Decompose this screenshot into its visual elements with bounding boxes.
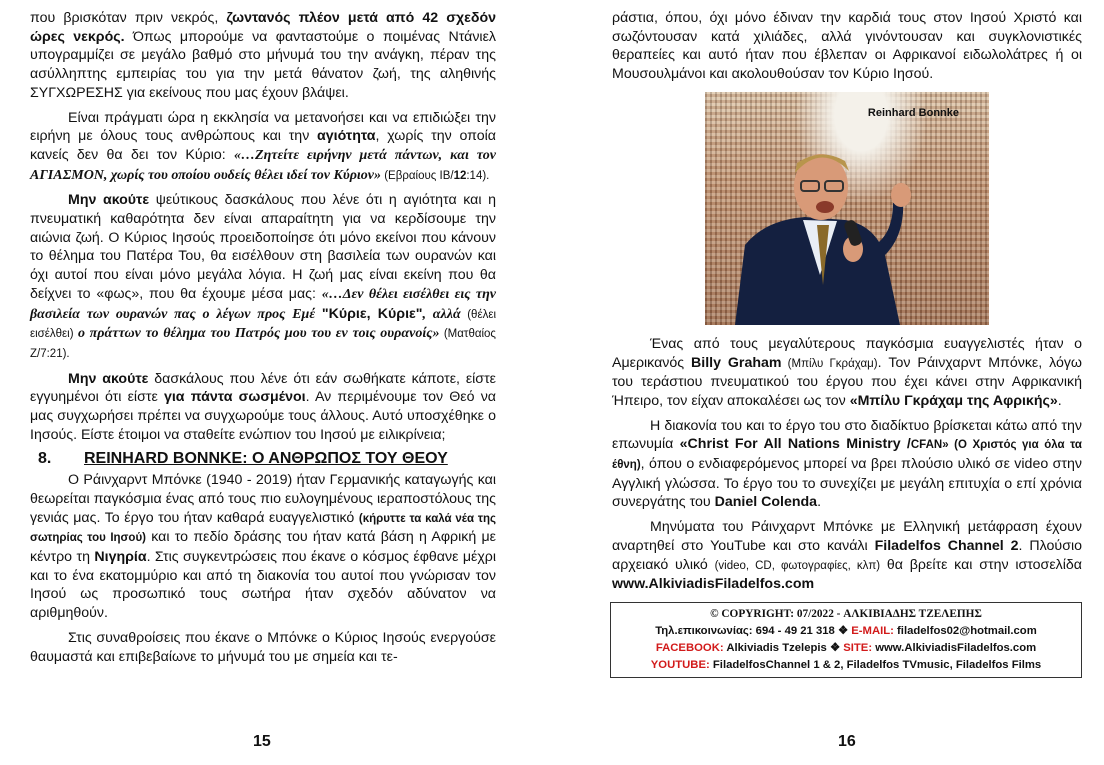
email-label: E-MAIL: <box>851 624 894 637</box>
right-text-column <box>612 9 1082 678</box>
section-heading <box>30 450 496 469</box>
bold-text: Μην ακούτε <box>68 370 149 387</box>
scripture-quote: ο πράττων το θέλημα του Πατρός μου του εν τοις ουρανοίς» <box>77 326 440 342</box>
scripture-quote: «…Δεν θέλει εισέλθει εις την βασιλεία των ουρανών πας ο λέγων προς Εμέ <box>30 286 497 322</box>
text: . Πλούσιο αρχειακό υλικό <box>612 537 1082 573</box>
text: . Τον Ράινχαρντ Μπόνκε, λόγω του τεράστιου πνευματικού του έργου που έχει κάνει στην Αφρικανική Ήπειρο, τον είχαν αποκαλέσει ως τον <box>612 354 1083 409</box>
contact-line <box>615 623 1077 640</box>
reference: :14). <box>466 169 490 182</box>
text: Η διακονία του και το έργο του στο διαδίκτυο βρίσκεται κάτω από την επωνυμία <box>612 417 1082 453</box>
text: . <box>1057 392 1062 409</box>
copyright-text: COPYRIGHT: 07/2022 - ΑΛΚΙΒΙΑΔΗΣ ΤΖΕΛΕΠΗΣ <box>718 607 982 620</box>
facebook-site-line <box>615 640 1077 657</box>
email-value[interactable]: filadelfos02@hotmail.com <box>893 624 1037 637</box>
text: θα βρείτε και στην ιστοσελίδα <box>880 556 1082 573</box>
bold-text: "Κύριε, Κύριε" <box>321 305 423 322</box>
text: . <box>817 494 822 511</box>
reference: 12 <box>453 169 467 182</box>
photo-caption: Reinhard Bonnke <box>867 106 959 119</box>
text: Ο Ράινχαρντ Μπόνκε (1940 - 2019) ήταν Γερμανικής καταγωγής και θεωρείται παγκόσμια ένας από τους πιο ευλογημένους ιεραποστόλους της γενιάς μας. Το έργο του ήταν καθαρά ευαγγελιστικό <box>30 472 496 526</box>
section-number: 8. <box>38 450 52 468</box>
site-value[interactable]: www.AlkiviadisFiladelfos.com <box>872 641 1037 654</box>
bold-text: » (Ο Χριστός για όλα τα έθνη) <box>612 439 1082 472</box>
bold-text: (κήρυττε τα καλά νέα της σωτηρίας του Ιησού) <box>30 512 496 545</box>
copyright-icon: © <box>710 607 719 620</box>
bold-text: Μην ακούτε <box>68 192 150 209</box>
bold-text: αγιότητα <box>317 128 376 145</box>
paragraph-2 <box>30 109 496 186</box>
copyright-box <box>610 602 1082 678</box>
section-title: REINHARD BONNKE: Ο ΑΝΘΡΩΠΟΣ ΤΟΥ ΘΕΟΥ <box>84 450 448 468</box>
right-page <box>552 0 1104 765</box>
youtube-value[interactable]: FiladelfosChannel 1 & 2, Filadelfos TVmusic, Filadelfos Films <box>709 658 1042 671</box>
reference: (Ματθαίος Ζ/7:21). <box>30 328 496 360</box>
bold-text: Νιγηρία <box>94 548 147 565</box>
bonnke-photo <box>705 92 989 325</box>
paragraph-2 <box>612 335 1082 411</box>
paragraph-1: ράστια, όπου, όχι μόνο έδιναν την καρδιά τους στον Ιησού Χριστό και σωζόντουσαν κατά χιλιάδες, αλλά γινόντουσαν και συγκλονιστικές θεραπείες και αυτό ήταν που έβλεπαν οι Αφρικανοί ειδωλολάτρες ή οι Μουσουλμάνοι και ακολουθούσαν τον Κύριο Ιησού. <box>612 10 1082 83</box>
scripture-quote: «…Ζητείτε ειρήνην μετά πάντων, και τον ΑΓΙΑΣΜΟΝ, χωρίς του οποίου ουδείς θέλει ιδεί τον Κύριον» <box>30 147 496 183</box>
text: και το πεδίο δράσης του ήταν κατά βάση η Αφρική με κέντρο τη <box>30 529 496 565</box>
bold-text: Filadelfos Channel 2 <box>874 537 1019 554</box>
reference: (Εβραίους ΙΒ/ <box>381 169 454 182</box>
text: Ένας από τους μεγαλύτερους παγκόσμια ευαγγελιστές ήταν ο Αμερικανός <box>612 335 1082 371</box>
page-number: 15 <box>253 733 271 750</box>
bold-text: Daniel Colenda <box>714 494 818 511</box>
bold-text: «Μπίλυ Γκράχαμ της Αφρικής» <box>849 392 1058 409</box>
text: , χωρίς την οποία κανείς δεν θα δει τον Κύριο: <box>30 128 496 163</box>
paragraph-1 <box>30 9 496 103</box>
bold-text: για πάντα σωσμένοι <box>163 389 306 406</box>
note: (video, CD, φωτογραφίες, κλπ) <box>714 559 881 572</box>
bold-text: Billy Graham <box>691 354 782 371</box>
text: δασκάλους που λένε ότι εάν σωθήκατε κάποτε, είστε εγγυημένοι ότι είστε <box>30 370 496 406</box>
paragraph-4 <box>612 518 1082 594</box>
paragraph-6: Στις συναθροίσεις που έκανε ο Μπόνκε ο Κύριος Ιησούς ενεργούσε θαυμαστά και επιβεβαίωνε το μήνυμά του με σημεία και τε- <box>30 629 496 665</box>
site-label: SITE: <box>843 641 873 654</box>
page-number: 16 <box>838 733 856 750</box>
paragraph-3 <box>30 191 496 363</box>
facebook-value[interactable]: Alkiviadis Tzelepis ❖ <box>723 641 844 654</box>
website-link[interactable]: www.AlkiviadisFiladelfos.com <box>612 576 815 593</box>
left-text-column <box>30 9 496 672</box>
text: που βρισκόταν πριν νεκρός, <box>30 10 227 26</box>
youtube-label: YOUTUBE: <box>650 658 710 671</box>
text: . Στις συγκεντρώσεις που έκανε ο κόσμος έφθανε μέχρι και το ένα εκατομμύριο και από τη διακονία του αυτοί που γνώρισαν τον Ιησού ως προσωπικό τους σωτήρα ήταν σχεδόν αδύνατον να αριθμηθούν. <box>30 548 496 622</box>
paragraph-4 <box>30 370 496 445</box>
bold-text: ζωντανός πλέον μετά από 42 σχεδόν ώρες νεκρός. <box>30 10 497 45</box>
text: Όπως μπορούμε να φανταστούμε ο ποιμένας Ντάνιελ υπογραμμίζει σε μεγάλο βαθμό στο μήνυμά του την ανάγκη, πέραν της ασύλληπτης εμπειρίας του για την μετά θάνατον ζωή, της αληθινής ΣΥΓΧΩΡΕΣΗΣ για εκείνους που μας έχουν βλάψει. <box>30 28 496 101</box>
phone-text: Τηλ.επικοινωνίας: 694 - 49 21 318 ❖ <box>655 624 852 637</box>
paragraph-3 <box>612 417 1082 513</box>
preacher-figure <box>725 125 915 325</box>
paragraph-5 <box>30 471 496 623</box>
text: Είναι πράγματι ώρα η εκκλησία να μετανοήσει και να επιδιώξει την ειρήνη με όλους τους ανθρώπους και την <box>30 109 496 145</box>
bold-text: CFAN <box>910 439 943 452</box>
note: (θέλει εισέλθει) <box>30 308 497 341</box>
text: . Αν περιμένουμε τον Θεό να μας συγχωρήσει πρέπει να συγχωρούμε τους άλλους. Αυτό υποσχέθηκε ο Ιησούς. Είστε έτοιμοι να σταθείτε ενώπιον του Ιησού με ειλικρίνεια; <box>30 389 496 443</box>
text: Μηνύματα του Ράινχαρντ Μπόνκε με Ελληνική μετάφραση έχουν αναρτηθεί στο YouTube και στο κανάλι <box>612 519 1082 554</box>
text: , όπου ο ενδιαφερόμενος μπορεί να βρει πλούσιο υλικό σε video στην Αγγλική γλώσσα. Το έργο του το συνεχίζει με μεγάλη επιτυχία ο επί χρόνια συνεργάτης του <box>612 456 1082 511</box>
bold-text: «Christ For All Nations Ministry / <box>679 436 911 453</box>
text: ψεύτικους δασκάλους που λένε ότι η αγιότητα και η πνευματική καθαρότητα δεν είναι απαραίτητη για να κερδίσουμε την αιώνια ζωή. Ο Κύριος Ιησούς προειδοποίησε ότι μόνο εκείνοι που κάνουν το θέλημα του Πατέρα Του, θα εισέλθουν στη βασιλεία των ουρανών και όχι αυτοί που είναι μόνο μεγάλα λόγια. Η ζωή μας είναι εκείνη που θα δείχνει το «φως», που θα έχουμε μέσα μας: <box>30 192 496 302</box>
copyright-line <box>615 606 1077 623</box>
scripture-quote: , αλλά <box>422 306 461 322</box>
note: (Μπίλυ Γκράχαμ) <box>781 357 878 370</box>
facebook-label: FACEBOOK: <box>655 641 724 654</box>
youtube-line <box>615 657 1077 674</box>
